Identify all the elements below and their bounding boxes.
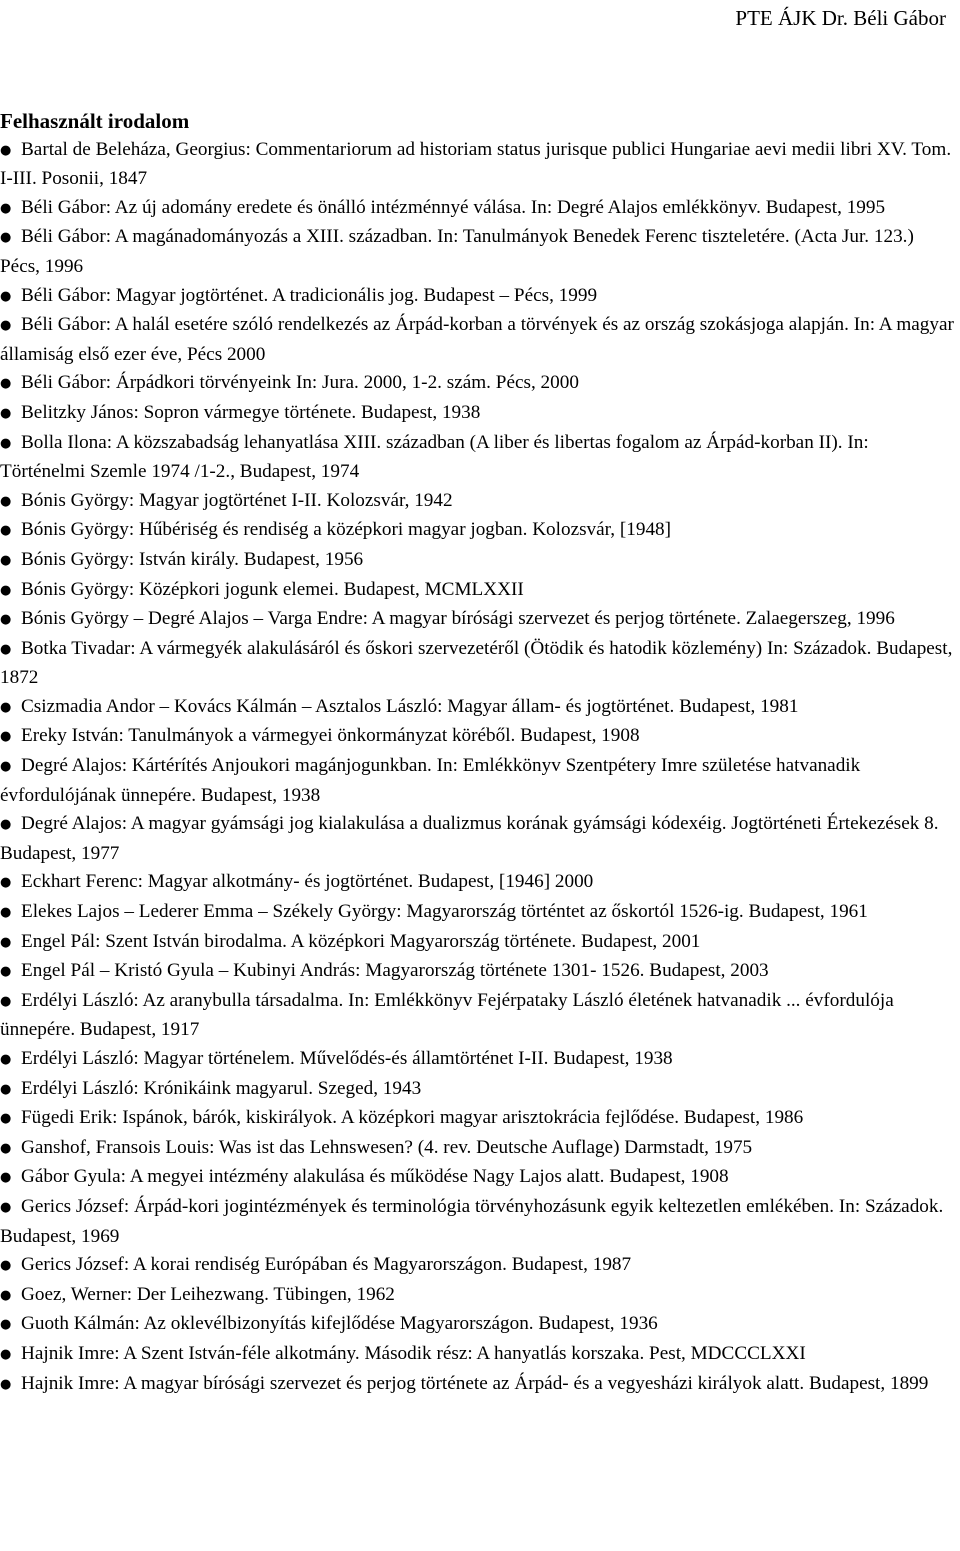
- bullet-icon: ●: [0, 612, 12, 628]
- reference-text: Gábor Gyula: A megyei intézmény alakulása és működése Nagy Lajos alatt. Budapest, 1908: [21, 1166, 729, 1188]
- reference-text: Belitzky János: Sopron vármegye története. Budapest, 1938: [21, 401, 481, 423]
- reference-text: Hajnik Imre: A Szent István-féle alkotmány. Második rész: A hanyatlás korszaka. Pest, MDCCCLXXI: [21, 1342, 806, 1364]
- bullet-icon: ●: [0, 376, 12, 392]
- reference-item: [0, 1075, 958, 1105]
- reference-text: Hajnik Imre: A magyar bírósági szervezet és perjog története az Árpád- és a vegyesházi királyok alatt. Budapest, 1899: [21, 1372, 929, 1394]
- reference-text: Engel Pál: Szent István birodalma. A középkori Magyarország története. Budapest, 2001: [21, 930, 701, 952]
- reference-text: Béli Gábor: A magánadományozás a XIII. században. In: Tanulmányok Benedek Ferenc tiszteletére. (Acta Jur. 123.) Pécs, 1996: [0, 226, 914, 277]
- bullet-icon: ●: [0, 142, 12, 158]
- bullet-icon: ●: [0, 729, 12, 745]
- bullet-icon: ●: [0, 1199, 12, 1215]
- reference-item: [0, 1104, 958, 1134]
- bullet-icon: ●: [0, 1376, 12, 1392]
- reference-item: [0, 752, 958, 810]
- bullet-icon: ●: [0, 288, 12, 304]
- reference-text: Gerics József: A korai rendiség Európában és Magyarországon. Budapest, 1987: [21, 1254, 632, 1276]
- reference-text: Bónis György: Hűbériség és rendiség a középkori magyar jogban. Kolozsvár, [1948]: [21, 519, 672, 541]
- bullet-icon: ●: [0, 759, 12, 775]
- reference-item: [0, 693, 958, 723]
- bullet-icon: ●: [0, 964, 12, 980]
- reference-text: Erdélyi László: Az aranybulla társadalma. In: Emlékkönyv Fejérpataky László életének hatvanadik ... évfordulója ünnepére. Budapest, 1917: [0, 989, 894, 1041]
- bullet-icon: ●: [0, 1052, 12, 1067]
- bullet-icon: ●: [0, 230, 12, 246]
- reference-item: [0, 136, 958, 194]
- bullet-icon: ●: [0, 318, 12, 334]
- reference-text: Bónis György: Magyar jogtörténet I-II. Kolozsvár, 1942: [21, 489, 453, 511]
- reference-item: [0, 898, 958, 928]
- reference-item: [0, 576, 958, 606]
- reference-item: [0, 928, 958, 958]
- reference-item: [0, 546, 958, 576]
- reference-item: [0, 1134, 958, 1164]
- reference-list: [0, 136, 958, 1400]
- reference-text: Botka Tivadar: A vármegyék alakulásáról és őskori szervezetéről (Ötödik és hatodik közlemény) In: Századok. Budapest, 1872: [0, 637, 953, 689]
- reference-text: Guoth Kálmán: Az oklevélbizonyítás kifejlődése Magyarországon. Budapest, 1936: [21, 1313, 658, 1335]
- reference-item: [0, 1310, 958, 1340]
- bullet-icon: ●: [0, 699, 12, 715]
- bullet-icon: ●: [0, 1287, 12, 1303]
- reference-text: Ganshof, Fransois Louis: Was ist das Lehnswesen? (4. rev. Deutsche Auflage) Darmstadt, 1975: [21, 1136, 753, 1158]
- reference-text: Elekes Lajos – Lederer Emma – Székely György: Magyarország történtet az őskortól 1526-ig. Budapest, 1961: [21, 901, 868, 923]
- section-title: Felhasznált irodalom: [0, 109, 190, 133]
- bullet-icon: ●: [0, 582, 12, 598]
- reference-item: [0, 810, 958, 868]
- bullet-icon: ●: [0, 200, 12, 216]
- reference-text: Ereky István: Tanulmányok a vármegyei önkormányzat köréből. Budapest, 1908: [21, 725, 640, 747]
- bullet-icon: ●: [0, 934, 12, 950]
- bullet-icon: ●: [0, 1317, 12, 1333]
- reference-item: [0, 1370, 958, 1400]
- reference-text: Erdélyi László: Krónikáink magyarul. Szeged, 1943: [21, 1077, 422, 1099]
- reference-text: Csizmadia Andor – Kovács Kálmán – Asztalos László: Magyar állam- és jogtörténet. Budapest, 1981: [21, 695, 799, 717]
- bullet-icon: ●: [0, 817, 12, 833]
- reference-text: Béli Gábor: Árpádkori törvényeink In: Jura. 2000, 1-2. szám. Pécs, 2000: [21, 372, 579, 394]
- bibliography-section: [0, 107, 958, 1399]
- reference-item: [0, 1193, 958, 1251]
- reference-item: [0, 987, 958, 1045]
- bullet-icon: ●: [0, 523, 12, 539]
- bullet-icon: ●: [0, 1346, 12, 1362]
- reference-text: Bartal de Beleháza, Georgius: Commentariorum ad historiam status jurisque publici Hungariae aevi medii libri XV. Tom. I-III. Posonii, 1847: [0, 138, 952, 190]
- reference-item: [0, 635, 958, 693]
- bullet-icon: ●: [0, 1170, 12, 1186]
- bullet-icon: ●: [0, 435, 12, 451]
- bullet-icon: ●: [0, 875, 12, 891]
- reference-text: Béli Gábor: Az új adomány eredete és önálló intézménnyé válása. In: Degré Alajos emlékkönyv. Budapest, 1995: [21, 196, 886, 218]
- reference-text: Engel Pál – Kristó Gyula – Kubinyi András: Magyarország története 1301- 1526. Budapest, 2003: [21, 960, 769, 982]
- reference-text: Goez, Werner: Der Leihezwang. Tübingen, 1962: [21, 1283, 395, 1305]
- reference-text: Béli Gábor: A halál esetére szóló rendelkezés az Árpád-korban a törvények és az ország szokásjoga alapján. In: A magyar államiság első ezer éve, Pécs 2000: [0, 314, 954, 365]
- bullet-icon: ●: [0, 905, 12, 921]
- reference-item: [0, 722, 958, 752]
- reference-item: [0, 399, 958, 429]
- reference-text: Fügedi Erik: Ispánok, bárók, kiskirályok. A középkori magyar arisztokrácia fejlődése. Budapest, 1986: [21, 1107, 804, 1129]
- reference-item: [0, 487, 958, 517]
- bullet-icon: ●: [0, 1081, 12, 1097]
- reference-item: [0, 957, 958, 987]
- reference-text: Bónis György: István király. Budapest, 1956: [21, 548, 364, 570]
- reference-item: [0, 605, 958, 635]
- reference-item: [0, 1251, 958, 1281]
- reference-item: [0, 1045, 958, 1075]
- reference-text: Bónis György: Középkori jogunk elemei. Budapest, MCMLXXII: [21, 578, 524, 600]
- reference-item: [0, 369, 958, 399]
- reference-item: [0, 311, 958, 369]
- reference-item: [0, 194, 958, 224]
- bullet-icon: ●: [0, 493, 12, 509]
- bullet-icon: ●: [0, 1111, 12, 1127]
- reference-text: Erdélyi László: Magyar történelem. Művelődés-és államtörténet I-II. Budapest, 1938: [21, 1048, 673, 1069]
- reference-item: [0, 429, 958, 487]
- bullet-icon: ●: [0, 1140, 12, 1156]
- reference-item: [0, 282, 958, 312]
- reference-text: Eckhart Ferenc: Magyar alkotmány- és jogtörténet. Budapest, [1946] 2000: [21, 871, 594, 893]
- reference-text: Béli Gábor: Magyar jogtörténet. A tradicionális jog. Budapest – Pécs, 1999: [21, 284, 598, 306]
- reference-text: Degré Alajos: A magyar gyámsági jog kialakulása a dualizmus korának gyámsági kódexéig. Jogtörténeti Értekezések 8. Budapest, 1977: [0, 813, 939, 864]
- reference-text: Bolla Ilona: A közszabadság lehanyatlása XIII. században (A liber és libertas fogalom az Árpád-korban II). In: Történelmi Szemle 1974 /1-2., Budapest, 1974: [0, 431, 869, 483]
- bullet-icon: ●: [0, 993, 12, 1009]
- reference-item: [0, 223, 958, 281]
- reference-text: Gerics József: Árpád-kori jogintézmények és terminológia törvényhozásunk egyik keltezetlen emlékében. In: Századok. Budapest, 1969: [0, 1195, 944, 1247]
- bullet-icon: ●: [0, 1258, 12, 1274]
- reference-item: [0, 1163, 958, 1193]
- reference-item: [0, 1340, 958, 1370]
- reference-text: Degré Alajos: Kártérítés Anjoukori magánjogunkban. In: Emlékkönyv Szentpétery Imre születése hatvanadik évfordulójának ünnepére. Budapest, 1938: [0, 755, 861, 806]
- reference-item: [0, 1281, 958, 1311]
- reference-item: [0, 868, 958, 898]
- bullet-icon: ●: [0, 405, 12, 421]
- reference-text: Bónis György – Degré Alajos – Varga Endre: A magyar bírósági szervezet és perjog története. Zalaegerszeg, 1996: [21, 608, 895, 630]
- bullet-icon: ●: [0, 641, 12, 657]
- running-header: PTE ÁJK Dr. Béli Gábor: [735, 6, 946, 30]
- reference-item: [0, 516, 958, 546]
- bullet-icon: ●: [0, 552, 12, 568]
